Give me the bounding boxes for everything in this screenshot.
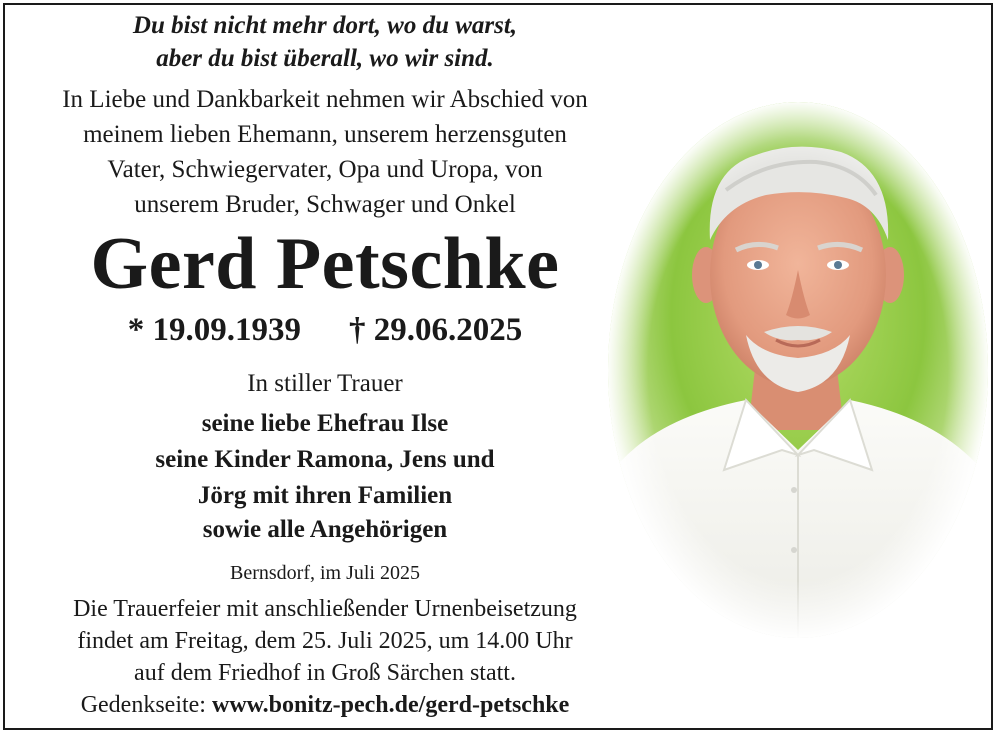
intro-line-1: In Liebe und Dankbarkeit nehmen wir Abschied von bbox=[62, 86, 588, 113]
memorial-label: Gedenkseite: bbox=[80, 692, 206, 718]
birth-date: * 19.09.1939 bbox=[127, 312, 301, 348]
funeral-line-2: findet am Freitag, dem 25. Juli 2025, um 14.00 Uhr bbox=[77, 628, 573, 654]
death-date: † 29.06.2025 bbox=[349, 312, 523, 348]
mourning-heading: In stiller Trauer bbox=[247, 370, 403, 397]
memorial-url[interactable]: www.bonitz-pech.de/gerd-petschke bbox=[211, 692, 570, 718]
intro-line-4: unserem Bruder, Schwager und Onkel bbox=[134, 191, 516, 218]
memorial-line bbox=[10, 692, 640, 719]
place-date: Bernsdorf, im Juli 2025 bbox=[230, 562, 420, 584]
intro-line-2: meinem lieben Ehemann, unserem herzensguten bbox=[83, 121, 567, 148]
mourner-line-3: Jörg mit ihren Familien bbox=[197, 482, 453, 509]
mourner-line-1: seine liebe Ehefrau Ilse bbox=[201, 410, 449, 437]
funeral-line-1: Die Trauerfeier mit anschließender Urnenbeisetzung bbox=[73, 596, 577, 622]
deceased-name: Gerd Petschke bbox=[90, 223, 560, 305]
motto-line-2: aber du bist überall, wo wir sind. bbox=[156, 45, 494, 72]
motto-line-1: Du bist nicht mehr dort, wo du warst, bbox=[132, 12, 518, 39]
portrait-photo bbox=[606, 100, 990, 640]
intro-line-3: Vater, Schwiegervater, Opa und Uropa, von bbox=[107, 156, 543, 183]
mourner-line-2: seine Kinder Ramona, Jens und bbox=[155, 446, 495, 473]
life-dates bbox=[10, 312, 640, 349]
funeral-line-3: auf dem Friedhof in Groß Särchen statt. bbox=[134, 660, 516, 686]
mourner-line-4: sowie alle Angehörigen bbox=[202, 516, 448, 543]
